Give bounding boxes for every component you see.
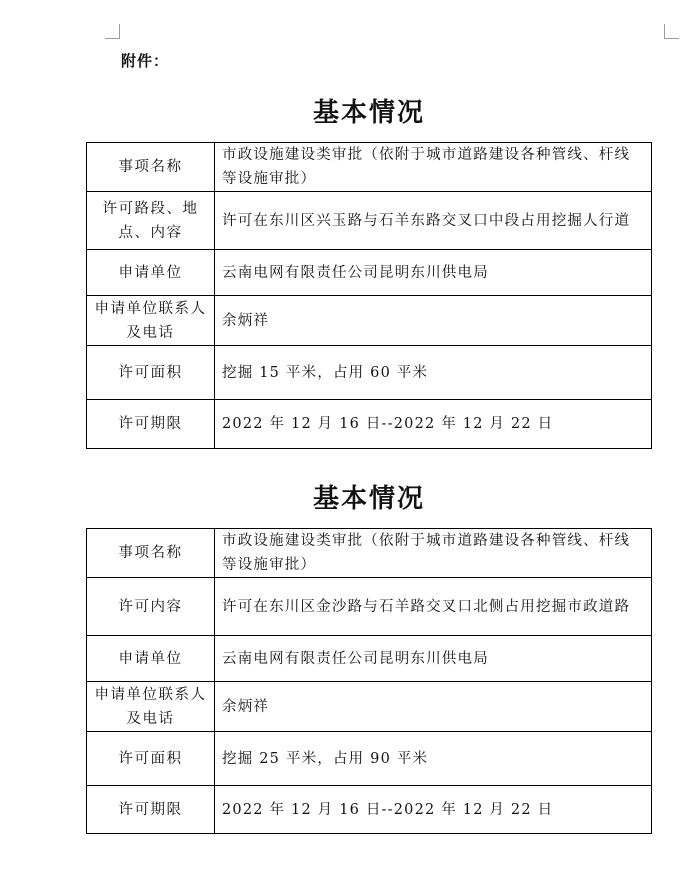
row-label: 许可面积 bbox=[87, 346, 215, 400]
section-title: 基本情况 bbox=[312, 484, 425, 514]
row-value: 2022 年 12 月 16 日--2022 年 12 月 22 日 bbox=[215, 400, 652, 449]
row-value: 许可在东川区兴玉路与石羊东路交叉口中段占用挖掘人行道 bbox=[215, 192, 652, 250]
row-label: 许可面积 bbox=[87, 732, 215, 786]
row-value: 云南电网有限责任公司昆明东川供电局 bbox=[215, 636, 652, 682]
row-value: 云南电网有限责任公司昆明东川供电局 bbox=[215, 250, 652, 296]
row-value: 余炳祥 bbox=[215, 296, 652, 346]
table-row bbox=[87, 732, 652, 786]
attachment-label: 附件： bbox=[121, 52, 170, 70]
table-row bbox=[87, 786, 652, 834]
row-label: 许可期限 bbox=[87, 786, 215, 834]
row-label: 许可路段、地点、内容 bbox=[87, 192, 215, 250]
row-value: 2022 年 12 月 16 日--2022 年 12 月 22 日 bbox=[215, 786, 652, 834]
row-value: 市政设施建设类审批（依附于城市道路建设各种管线、杆线等设施审批） bbox=[215, 529, 652, 578]
table-row bbox=[87, 636, 652, 682]
row-label: 申请单位 bbox=[87, 636, 215, 682]
row-label: 许可期限 bbox=[87, 400, 215, 449]
section-title: 基本情况 bbox=[312, 98, 425, 128]
row-value: 市政设施建设类审批（依附于城市道路建设各种管线、杆线等设施审批） bbox=[215, 143, 652, 192]
table-row bbox=[87, 529, 652, 578]
row-label: 申请单位联系人及电话 bbox=[87, 682, 215, 732]
row-label: 许可内容 bbox=[87, 578, 215, 636]
page-corner-mark-left bbox=[105, 24, 120, 39]
row-label: 事项名称 bbox=[87, 529, 215, 578]
row-label: 事项名称 bbox=[87, 143, 215, 192]
table-row bbox=[87, 296, 652, 346]
page-corner-mark-right bbox=[664, 24, 679, 39]
row-label: 申请单位 bbox=[87, 250, 215, 296]
info-table bbox=[86, 142, 652, 449]
table-row bbox=[87, 192, 652, 250]
row-value: 挖掘 15 平米，占用 60 平米 bbox=[215, 346, 652, 400]
table-row bbox=[87, 400, 652, 449]
row-value: 余炳祥 bbox=[215, 682, 652, 732]
table-row bbox=[87, 682, 652, 732]
row-label: 申请单位联系人及电话 bbox=[87, 296, 215, 346]
info-table bbox=[86, 528, 652, 834]
table-row bbox=[87, 143, 652, 192]
table-row bbox=[87, 250, 652, 296]
table-row bbox=[87, 578, 652, 636]
row-value: 许可在东川区金沙路与石羊路交叉口北侧占用挖掘市政道路 bbox=[215, 578, 652, 636]
row-value: 挖掘 25 平米，占用 90 平米 bbox=[215, 732, 652, 786]
table-row bbox=[87, 346, 652, 400]
